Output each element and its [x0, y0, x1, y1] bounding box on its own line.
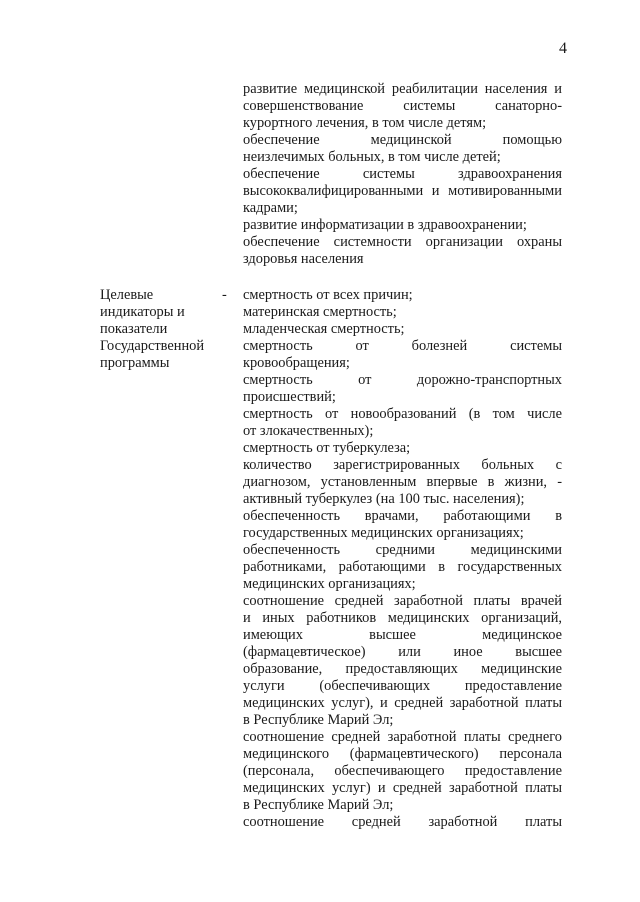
task-line: обеспечение системности организации охраны [243, 234, 562, 250]
indicator-line: имеющих высшее медицинское [243, 627, 562, 643]
indicator-line: соотношение средней заработной платы врачей [243, 593, 562, 609]
indicator-line: услуги (обеспечивающих предоставление [243, 678, 562, 694]
task-line: развитие информатизации в здравоохранении; [243, 217, 527, 233]
task-line: совершенствование системы санаторно- [243, 98, 562, 114]
indicator-line: работниками, работающими в государственных [243, 559, 562, 575]
indicator-line: медицинских услуг), и средней заработной платы [243, 695, 562, 711]
indicator-line: медицинских организациях; [243, 576, 416, 592]
indicator-line: медицинских услуг) и средней заработной платы [243, 780, 562, 796]
indicator-line: кровообращения; [243, 355, 350, 371]
indicator-line: смертность от туберкулеза; [243, 440, 411, 456]
task-line: курортного лечения, в том числе детям; [243, 115, 487, 131]
indicator-line: государственных медицинских организациях; [243, 525, 524, 541]
task-line: здоровья населения [243, 251, 364, 267]
task-line: обеспечение медицинской помощью [243, 132, 562, 148]
task-line: развитие медицинской реабилитации населения и [243, 81, 562, 97]
indicator-line: в Республике Марий Эл; [243, 712, 394, 728]
indicator-line: материнская смертность; [243, 304, 397, 320]
indicator-line: количество зарегистрированных больных с [243, 457, 562, 473]
indicator-line: и иных работников медицинских организаций, [243, 610, 562, 626]
label-line: показатели [100, 321, 168, 337]
indicator-line: соотношение средней заработной платы среднего [243, 729, 562, 745]
label-line: программы [100, 355, 170, 371]
indicator-line: смертность от новообразований (в том числе [243, 406, 562, 422]
indicator-line: диагнозом, установленным впервые в жизни, - [243, 474, 562, 490]
indicator-line: младенческая смертность; [243, 321, 405, 337]
indicator-line: (фармацевтическое) или иное высшее [243, 644, 562, 660]
indicator-line: медицинского (фармацевтического) персонала [243, 746, 562, 762]
indicator-line: смертность от всех причин; [243, 287, 413, 303]
indicator-line: смертность от дорожно-транспортных [243, 372, 562, 388]
target-indicators-list [243, 287, 562, 831]
indicator-line: (персонала, обеспечивающего предоставление [243, 763, 562, 779]
indicator-line: обеспеченность средними медицинскими [243, 542, 562, 558]
indicator-line: смертность от болезней системы [243, 338, 562, 354]
task-line: неизлечимых больных, в том числе детей; [243, 149, 501, 165]
indicator-line: происшествий; [243, 389, 336, 405]
indicator-line: активный туберкулез (на 100 тыс. населения); [243, 491, 525, 507]
page-number: 4 [559, 40, 567, 57]
task-line: обеспечение системы здравоохранения [243, 166, 562, 182]
label-dash: - [222, 287, 227, 303]
program-tasks-list [243, 81, 562, 268]
indicator-line: от злокачественных); [243, 423, 374, 439]
target-indicators-label [100, 287, 240, 372]
task-line: кадрами; [243, 200, 298, 216]
label-line: индикаторы и [100, 304, 185, 320]
indicator-line: обеспеченность врачами, работающими в [243, 508, 562, 524]
indicator-line: в Республике Марий Эл; [243, 797, 394, 813]
label-line: Государственной [100, 338, 205, 354]
label-line: Целевые [100, 287, 154, 303]
indicator-line: соотношение средней заработной платы [243, 814, 562, 830]
indicator-line: образование, предоставляющих медицинские [243, 661, 562, 677]
task-line: высококвалифицированными и мотивированными [243, 183, 562, 199]
